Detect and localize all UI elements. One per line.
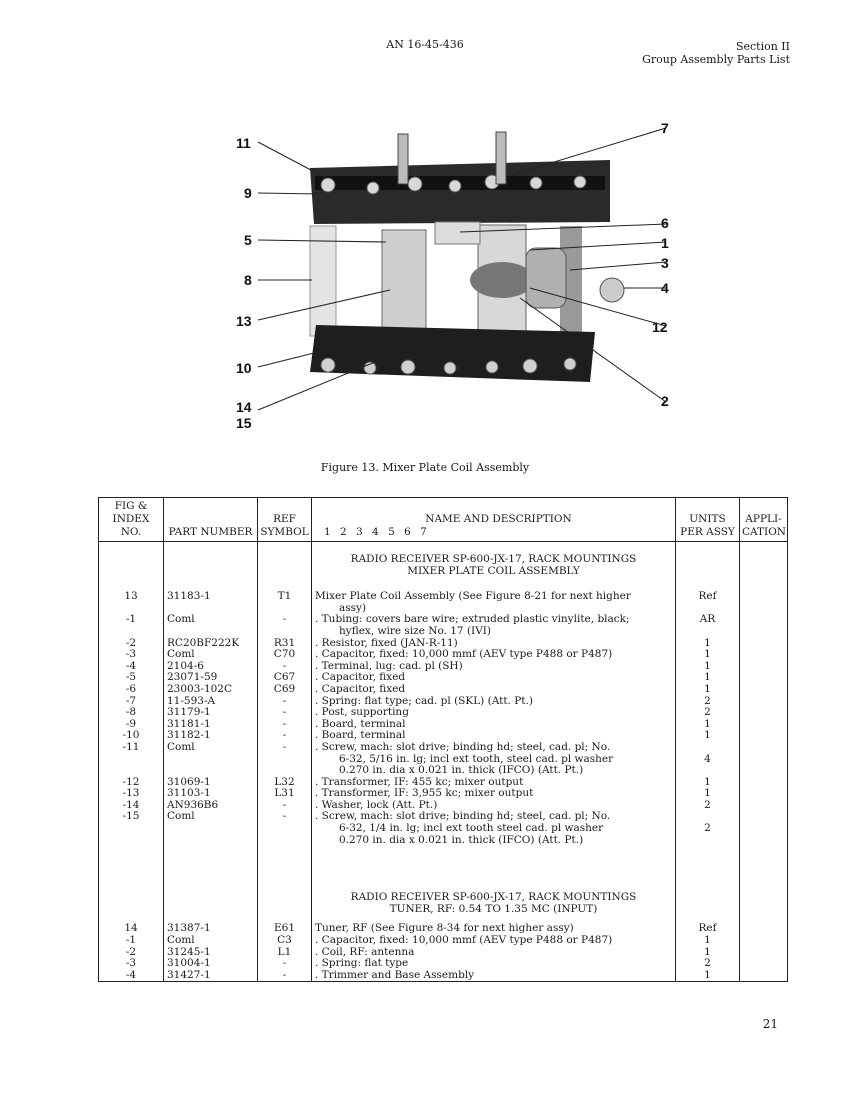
units-cell: 1 <box>676 672 740 684</box>
application-cell <box>740 696 788 708</box>
figure-caption: Figure 13. Mixer Plate Coil Assembly <box>320 461 530 474</box>
description-cell: . Trimmer and Base Assembly <box>312 970 676 982</box>
units-cell: 2 <box>676 958 740 970</box>
application-cell <box>740 811 788 846</box>
fig-index-cell: -3 <box>99 958 164 970</box>
fig-index-cell: -7 <box>99 696 164 708</box>
fig-index-cell: -3 <box>99 649 164 661</box>
col-header-ref-symbol: REF SYMBOL <box>258 498 312 542</box>
part-number-cell: 31069-1 <box>164 777 258 789</box>
callout-15: 15 <box>236 415 252 431</box>
application-cell <box>740 649 788 661</box>
units-cell: 1 <box>676 947 740 959</box>
col-header-fig-index: FIG & INDEX NO. <box>99 498 164 542</box>
application-cell <box>740 923 788 935</box>
ref-symbol-cell: C70 <box>258 649 312 661</box>
callout-1: 1 <box>661 235 669 251</box>
fig-index-cell: -14 <box>99 800 164 812</box>
section-header <box>642 40 790 66</box>
part-number-cell: AN936B6 <box>164 800 258 812</box>
fig-index-cell: -6 <box>99 684 164 696</box>
part-number-cell: 31179-1 <box>164 707 258 719</box>
ref-symbol-cell: - <box>258 707 312 719</box>
units-cell: 1 <box>676 777 740 789</box>
units-cell: 1 <box>676 661 740 673</box>
fig-index-cell: -5 <box>99 672 164 684</box>
ref-symbol-cell: - <box>258 696 312 708</box>
table-row <box>99 742 788 777</box>
description-cell: . Capacitor, fixed <box>312 684 676 696</box>
description-cell: . Tubing: covers bare wire; extruded plastic vinylite, black; hyflex, wire size No. 17 (IVI) <box>312 614 676 637</box>
ref-symbol-cell: C67 <box>258 672 312 684</box>
units-cell: 4 <box>676 742 740 777</box>
callout-3: 3 <box>661 255 669 271</box>
fig-index-cell: -4 <box>99 970 164 982</box>
callout-4: 4 <box>661 280 669 296</box>
description-cell: . Terminal, lug: cad. pl (SH) <box>312 661 676 673</box>
ref-symbol-cell: - <box>258 742 312 777</box>
group-subtitle: TUNER, RF: 0.54 TO 1.35 MC (INPUT) <box>389 902 598 915</box>
callout-12: 12 <box>652 319 668 335</box>
description-cell: . Board, terminal <box>312 730 676 742</box>
units-cell: 1 <box>676 970 740 982</box>
ref-symbol-cell: - <box>258 730 312 742</box>
units-cell: 2 <box>676 811 740 846</box>
units-cell: 1 <box>676 719 740 731</box>
description-cell: . Screw, mach: slot drive; binding hd; steel, cad. pl; No. 6-32, 1/4 in. lg; incl ext tooth steel cad. pl washer 0.270 in. dia x 0.021 in. thick (IFCO) (Att. Pt.) <box>312 811 676 846</box>
fig-index-cell: -1 <box>99 935 164 947</box>
units-cell: Ref <box>676 923 740 935</box>
col-header-application: APPLI- CATION <box>740 498 788 542</box>
ref-symbol-cell: C69 <box>258 684 312 696</box>
application-cell <box>740 730 788 742</box>
ref-symbol-cell: - <box>258 661 312 673</box>
application-cell <box>740 672 788 684</box>
units-cell: 2 <box>676 707 740 719</box>
fig-index-cell: -12 <box>99 777 164 789</box>
application-cell <box>740 638 788 650</box>
table-row <box>99 591 788 614</box>
group-title: RADIO RECEIVER SP-600-JX-17, RACK MOUNTINGS <box>350 553 637 565</box>
parts-list-table <box>98 497 788 982</box>
document-number: AN 16-45-436 <box>386 38 464 51</box>
units-cell: Ref <box>676 591 740 614</box>
fig-index-cell: -15 <box>99 811 164 846</box>
group-title-row <box>99 554 788 577</box>
section-title: Group Assembly Parts List <box>642 53 790 66</box>
fig-index-cell: -13 <box>99 788 164 800</box>
description-cell: . Spring: flat type; cad. pl (SKL) (Att. Pt.) <box>312 696 676 708</box>
description-cell: . Screw, mach: slot drive; binding hd; steel, cad. pl; No. 6-32, 5/16 in. lg; incl ext tooth, steel cad. pl washer 0.270 in. dia x 0.021 in. thick (IFCO) (Att. Pt.) <box>312 742 676 777</box>
ref-symbol-cell: C3 <box>258 935 312 947</box>
application-cell <box>740 958 788 970</box>
table-header-row <box>99 498 788 542</box>
units-cell: 1 <box>676 935 740 947</box>
page-number: 21 <box>762 1017 778 1031</box>
table-row <box>99 970 788 982</box>
col-header-part-number: PART NUMBER <box>164 498 258 542</box>
part-number-cell: RC20BF222K <box>164 638 258 650</box>
part-number-cell: Coml <box>164 649 258 661</box>
group-title-row <box>99 892 788 915</box>
application-cell <box>740 719 788 731</box>
col-header-units-per-assy: UNITS PER ASSY <box>676 498 740 542</box>
description-cell: . Capacitor, fixed <box>312 672 676 684</box>
units-cell: AR <box>676 614 740 637</box>
fig-index-cell: 13 <box>99 591 164 614</box>
group-subtitle: MIXER PLATE COIL ASSEMBLY <box>407 564 580 577</box>
fig-index-cell: -4 <box>99 661 164 673</box>
part-number-cell: Coml <box>164 811 258 846</box>
ref-symbol-cell: L32 <box>258 777 312 789</box>
application-cell <box>740 970 788 982</box>
table-row <box>99 811 788 846</box>
description-cell: Mixer Plate Coil Assembly (See Figure 8-21 for next higher assy) <box>312 591 676 614</box>
part-number-cell: 31387-1 <box>164 923 258 935</box>
application-cell <box>740 935 788 947</box>
description-cell: . Coil, RF: antenna <box>312 947 676 959</box>
units-cell: 1 <box>676 788 740 800</box>
group-title: RADIO RECEIVER SP-600-JX-17, RACK MOUNTINGS <box>350 891 637 904</box>
description-cell: . Washer, lock (Att. Pt.) <box>312 800 676 812</box>
ref-symbol-cell: - <box>258 614 312 637</box>
fig-index-cell: 14 <box>99 923 164 935</box>
part-number-cell: 31183-1 <box>164 591 258 614</box>
callout-2: 2 <box>661 393 669 409</box>
fig-index-cell: -1 <box>99 614 164 637</box>
part-number-cell: Coml <box>164 935 258 947</box>
units-cell: 1 <box>676 649 740 661</box>
application-cell <box>740 661 788 673</box>
fig-index-cell: -9 <box>99 719 164 731</box>
part-number-cell: 31181-1 <box>164 719 258 731</box>
ref-symbol-cell: - <box>258 958 312 970</box>
ref-symbol-cell: L31 <box>258 788 312 800</box>
fig-index-cell: -2 <box>99 947 164 959</box>
ref-symbol-cell: R31 <box>258 638 312 650</box>
callout-7: 7 <box>661 120 669 136</box>
fig-index-cell: -11 <box>99 742 164 777</box>
callout-9: 9 <box>244 185 252 201</box>
callout-13: 13 <box>236 313 252 329</box>
units-cell: 2 <box>676 800 740 812</box>
application-cell <box>740 591 788 614</box>
ref-symbol-cell: - <box>258 970 312 982</box>
part-number-cell: Coml <box>164 742 258 777</box>
assembly-photo <box>230 120 680 435</box>
units-cell: 2 <box>676 696 740 708</box>
part-number-cell: 2104-6 <box>164 661 258 673</box>
table-row <box>99 614 788 637</box>
application-cell <box>740 684 788 696</box>
application-cell <box>740 800 788 812</box>
callout-5: 5 <box>244 232 252 248</box>
ref-symbol-cell: E61 <box>258 923 312 935</box>
description-cell: . Board, terminal <box>312 719 676 731</box>
ref-symbol-cell: L1 <box>258 947 312 959</box>
callout-6: 6 <box>661 215 669 231</box>
callout-14: 14 <box>236 399 252 415</box>
ref-symbol-cell: T1 <box>258 591 312 614</box>
description-cell: . Transformer, IF: 3,955 kc; mixer output <box>312 788 676 800</box>
part-number-cell: 23071-59 <box>164 672 258 684</box>
fig-index-cell: -10 <box>99 730 164 742</box>
part-number-cell: Coml <box>164 614 258 637</box>
fig-index-cell: -2 <box>99 638 164 650</box>
part-number-cell: 31004-1 <box>164 958 258 970</box>
description-cell: . Resistor, fixed (JAN-R-11) <box>312 638 676 650</box>
description-cell: . Capacitor, fixed: 10,000 mmf (AEV type P488 or P487) <box>312 649 676 661</box>
application-cell <box>740 614 788 637</box>
application-cell <box>740 947 788 959</box>
application-cell <box>740 777 788 789</box>
fig-index-cell: -8 <box>99 707 164 719</box>
description-cell: Tuner, RF (See Figure 8-34 for next higher assy) <box>312 923 676 935</box>
callout-8: 8 <box>244 272 252 288</box>
application-cell <box>740 707 788 719</box>
units-cell: 1 <box>676 730 740 742</box>
units-cell: 1 <box>676 684 740 696</box>
part-number-cell: 31245-1 <box>164 947 258 959</box>
part-number-cell: 23003-102C <box>164 684 258 696</box>
description-cell: . Transformer, IF: 455 kc; mixer output <box>312 777 676 789</box>
callout-11: 11 <box>236 135 251 151</box>
description-cell: . Spring: flat type <box>312 958 676 970</box>
part-number-cell: 31427-1 <box>164 970 258 982</box>
application-cell <box>740 788 788 800</box>
ref-symbol-cell: - <box>258 719 312 731</box>
units-cell: 1 <box>676 638 740 650</box>
application-cell <box>740 742 788 777</box>
callout-10: 10 <box>236 360 252 376</box>
section-label: Section II <box>735 40 790 53</box>
ref-symbol-cell: - <box>258 800 312 812</box>
col-header-name-description: NAME AND DESCRIPTION 1 2 3 4 5 6 7 <box>312 498 676 542</box>
description-cell: . Post, supporting <box>312 707 676 719</box>
part-number-cell: 31103-1 <box>164 788 258 800</box>
description-cell: . Capacitor, fixed: 10,000 mmf (AEV type P488 or P487) <box>312 935 676 947</box>
ref-symbol-cell: - <box>258 811 312 846</box>
part-number-cell: 11-593-A <box>164 696 258 708</box>
part-number-cell: 31182-1 <box>164 730 258 742</box>
